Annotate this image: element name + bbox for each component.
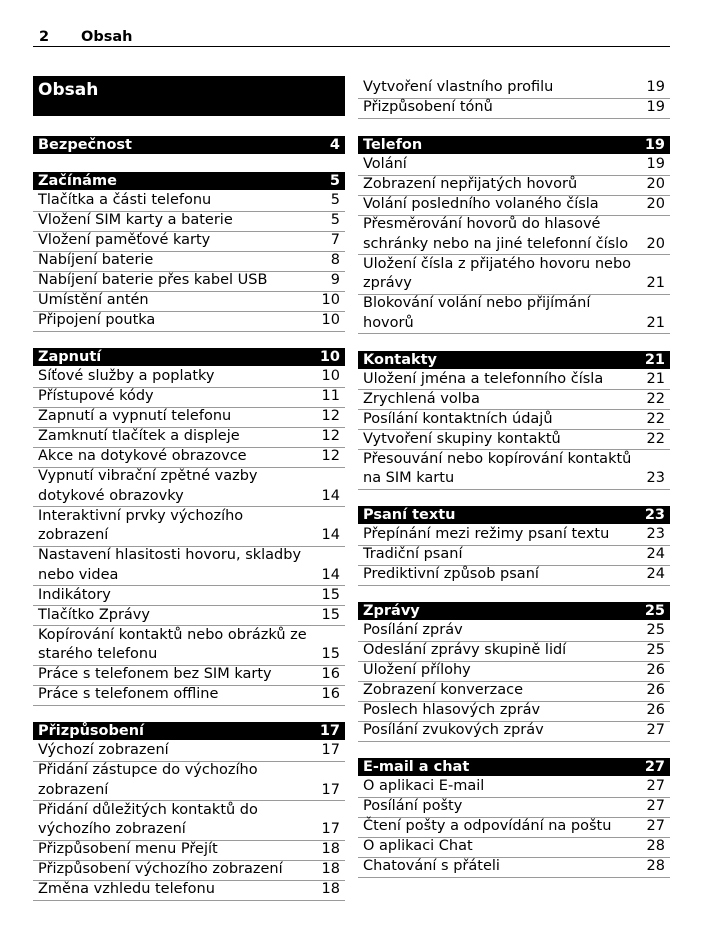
toc-entry[interactable] (33, 507, 345, 547)
toc-entry-text: Přidání důležitých kontaktů do (38, 801, 258, 818)
toc-entry[interactable] (33, 427, 345, 448)
section-page-number: 17 (319, 723, 340, 739)
section-header[interactable] (358, 758, 670, 776)
toc-entry-page-number: 21 (646, 275, 665, 291)
section-title: E-mail a chat (363, 759, 470, 775)
toc-entry-page-number: 20 (646, 235, 665, 252)
toc-entry[interactable] (33, 231, 345, 252)
toc-entry-text: Akce na dotykové obrazovce (38, 448, 247, 464)
toc-entry-text: Volání posledního volaného čísla (363, 196, 599, 212)
section-title: Zprávy (363, 603, 420, 619)
toc-entry[interactable] (358, 370, 670, 391)
toc-entry-text: Vypnutí vibrační zpětné vazby (38, 468, 258, 484)
toc-entry[interactable] (358, 641, 670, 662)
toc-entry-text: Indikátory (38, 586, 111, 603)
toc-entry-page-number: 15 (321, 586, 340, 603)
section-title: Psaní textu (363, 507, 456, 523)
section-page-number: 10 (319, 349, 340, 365)
toc-title-box (33, 76, 345, 116)
toc-entry-page-number: 28 (646, 858, 665, 874)
toc-entry[interactable] (358, 621, 670, 642)
section-header[interactable] (358, 602, 670, 620)
toc-entry-text: Zamknutí tlačítek a displeje (38, 428, 240, 444)
toc-entry[interactable] (358, 797, 670, 818)
toc-entry-text: Vložení SIM karty a baterie (38, 212, 233, 228)
toc-entry-page-number: 25 (646, 642, 665, 658)
toc-entry[interactable] (33, 311, 345, 332)
toc-entry[interactable] (358, 195, 670, 216)
section-title: Zapnutí (38, 349, 102, 365)
toc-entry[interactable] (358, 98, 670, 119)
toc-entry-text: Umístění antén (38, 292, 149, 308)
toc-entry-text: Nabíjení baterie (38, 252, 154, 268)
toc-entry-text: O aplikaci Chat (363, 838, 473, 854)
page-header (33, 28, 670, 47)
toc-entry[interactable] (33, 467, 345, 507)
toc-entry[interactable] (358, 545, 670, 566)
toc-entry[interactable] (33, 367, 345, 388)
toc-entry[interactable] (358, 837, 670, 858)
toc-entry-text: Odeslání zprávy skupině lidí (363, 642, 567, 658)
toc-entry-text: Uložení přílohy (363, 662, 471, 678)
toc-entry-page-number: 12 (321, 448, 340, 464)
toc-entry-text: Přizpůsobení tónů (363, 99, 493, 115)
toc-entry[interactable] (33, 447, 345, 468)
toc-entry[interactable] (358, 701, 670, 722)
toc-entry-text: Chatování s přáteli (363, 858, 500, 874)
toc-entry[interactable] (33, 546, 345, 586)
toc-entry[interactable] (33, 606, 345, 627)
toc-entry[interactable] (33, 801, 345, 841)
toc-entry-page-number: 9 (330, 272, 340, 288)
toc-entry-page-number: 24 (646, 566, 665, 582)
toc-entry-page-number: 15 (321, 646, 340, 662)
toc-entry[interactable] (33, 291, 345, 312)
toc-entry[interactable] (33, 211, 345, 232)
toc-entry-text: na SIM kartu (363, 470, 455, 486)
toc-entry-text: schránky nebo na jiné telefonní číslo (363, 235, 629, 252)
toc-entry-page-number: 12 (321, 428, 340, 444)
toc-entry-text: Síťové služby a poplatky (38, 368, 215, 384)
toc-entry-page-number: 27 (646, 722, 665, 738)
page-number: 2 (39, 29, 50, 45)
toc-entry-text: zprávy (363, 275, 412, 291)
toc-entry-text: Čtení pošty a odpovídání na poštu (363, 818, 612, 834)
toc-entry[interactable] (33, 407, 345, 428)
toc-entry-page-number: 22 (646, 390, 665, 407)
toc-entry[interactable] (358, 430, 670, 451)
toc-entry-page-number: 26 (646, 662, 665, 678)
toc-entry-text: Tlačítko Zprávy (38, 606, 150, 623)
toc-entry-text: Přizpůsobení výchozího zobrazení (38, 861, 283, 877)
toc-entry[interactable] (33, 387, 345, 408)
toc-entry[interactable] (33, 761, 345, 801)
toc-entry-text: Posílání zpráv (363, 622, 463, 638)
toc-entry-text: Poslech hlasových zpráv (363, 702, 541, 718)
toc-entry-page-number: 17 (321, 821, 340, 837)
toc-entry[interactable] (358, 661, 670, 682)
toc-entry-text: Zobrazení nepřijatých hovorů (363, 176, 578, 192)
toc-entry-page-number: 21 (646, 370, 665, 387)
section-header[interactable] (33, 136, 345, 154)
toc-entry-text: Tlačítka a části telefonu (38, 192, 212, 208)
toc-entry-text: Připojení poutka (38, 312, 156, 328)
toc-entry-text: nebo videa (38, 566, 119, 583)
toc-entry-page-number: 22 (646, 430, 665, 447)
section-header[interactable] (358, 136, 670, 154)
toc-entry-page-number: 27 (646, 778, 665, 794)
toc-entry-page-number: 10 (321, 368, 340, 384)
toc-entry[interactable] (33, 741, 345, 762)
section-header[interactable] (33, 348, 345, 366)
toc-entry-text: Vytvoření skupiny kontaktů (363, 430, 561, 447)
toc-entry-page-number: 18 (321, 861, 340, 877)
toc-entry-text: Přístupové kódy (38, 388, 154, 404)
toc-entry-page-number: 20 (646, 176, 665, 192)
section-page-number: 19 (644, 137, 665, 153)
toc-entry-text: hovorů (363, 314, 414, 331)
toc-entry-text: Práce s telefonem offline (38, 686, 219, 702)
toc-entry-page-number: 12 (321, 408, 340, 424)
toc-entry-text: Přesměrování hovorů do hlasové (363, 216, 601, 232)
toc-entry[interactable] (33, 860, 345, 881)
toc-entry-page-number: 28 (646, 838, 665, 854)
toc-entry-text: Uložení jména a telefonního čísla (363, 370, 604, 387)
toc-entry-page-number: 19 (646, 156, 665, 172)
toc-entry-text: Vložení paměťové karty (38, 232, 211, 248)
toc-entry-text: Přidání zástupce do výchozího (38, 762, 258, 778)
section-title: Telefon (363, 137, 423, 153)
toc-entry-text: Zapnutí a vypnutí telefonu (38, 408, 232, 424)
toc-entry-page-number: 15 (321, 606, 340, 623)
section-title: Začínáme (38, 173, 117, 189)
toc-entry[interactable] (358, 857, 670, 878)
toc-entry-text: Výchozí zobrazení (38, 742, 169, 758)
toc-entry-text: Prediktivní způsob psaní (363, 566, 539, 582)
toc-entry-text: Zobrazení konverzace (363, 682, 524, 698)
toc-entry-text: Nabíjení baterie přes kabel USB (38, 272, 268, 288)
toc-entry-text: starého telefonu (38, 646, 158, 662)
toc-entry-page-number: 10 (321, 292, 340, 308)
section-header[interactable] (358, 506, 670, 524)
toc-entry-text: Přepínání mezi režimy psaní textu (363, 526, 610, 542)
toc-entry-text: Posílání zvukových zpráv (363, 722, 544, 738)
toc-entry-page-number: 27 (646, 818, 665, 834)
section-title: Přizpůsobení (38, 723, 144, 739)
toc-entry-page-number: 7 (330, 232, 340, 248)
toc-entry-page-number: 27 (646, 798, 665, 814)
toc-entry-page-number: 22 (646, 410, 665, 427)
header-title: Obsah (81, 29, 133, 45)
toc-entry[interactable] (33, 191, 345, 212)
toc-entry-text: Posílání kontaktních údajů (363, 410, 553, 427)
toc-entry[interactable] (358, 78, 670, 99)
toc-entry-text: Přizpůsobení menu Přejít (38, 841, 218, 857)
toc-entry[interactable] (33, 665, 345, 686)
section-page-number: 4 (329, 137, 340, 153)
toc-entry-page-number: 10 (321, 312, 340, 328)
toc-entry[interactable] (358, 390, 670, 411)
section-header[interactable] (33, 722, 345, 740)
toc-entry-text: Interaktivní prvky výchozího (38, 507, 244, 524)
toc-entry[interactable] (358, 817, 670, 838)
toc-entry-page-number: 18 (321, 881, 340, 897)
toc-entry[interactable] (33, 626, 345, 666)
toc-entry-page-number: 19 (646, 79, 665, 95)
toc-entry-page-number: 5 (330, 192, 340, 208)
section-page-number: 21 (644, 351, 665, 368)
toc-entry[interactable] (358, 525, 670, 546)
toc-entry-text: Zrychlená volba (363, 390, 480, 407)
toc-entry-text: Vytvoření vlastního profilu (363, 79, 554, 95)
toc-entry[interactable] (33, 685, 345, 706)
toc-entry[interactable] (33, 880, 345, 901)
toc-entry[interactable] (358, 681, 670, 702)
toc-entry[interactable] (358, 777, 670, 798)
toc-entry-page-number: 26 (646, 702, 665, 718)
toc-entry-page-number: 18 (321, 841, 340, 857)
toc-entry-text: zobrazení (38, 781, 109, 798)
toc-entry[interactable] (358, 215, 670, 255)
toc-entry-page-number: 11 (321, 388, 340, 404)
toc-entry-page-number: 21 (646, 314, 665, 331)
toc-entry-text: Tradiční psaní (363, 546, 463, 562)
toc-entry-page-number: 19 (646, 99, 665, 115)
toc-entry-text: Kopírování kontaktů nebo obrázků ze (38, 626, 307, 643)
toc-entry-text: Posílání pošty (363, 798, 463, 814)
toc-entry-page-number: 17 (321, 781, 340, 798)
toc-entry-page-number: 14 (321, 566, 340, 583)
toc-entry-page-number: 16 (321, 666, 340, 682)
toc-entry[interactable] (358, 294, 670, 334)
toc-title: Obsah (38, 80, 99, 100)
toc-entry-text: Nastavení hlasitosti hovoru, skladby (38, 547, 302, 563)
toc-entry[interactable] (358, 410, 670, 431)
toc-entry-page-number: 26 (646, 682, 665, 698)
toc-entry[interactable] (33, 251, 345, 272)
section-header[interactable] (358, 351, 670, 369)
toc-entry-page-number: 25 (646, 622, 665, 638)
toc-entry-text: O aplikaci E-mail (363, 778, 485, 794)
toc-entry-text: dotykové obrazovky (38, 487, 184, 504)
section-title: Kontakty (363, 351, 438, 368)
toc-entry-text: Uložení čísla z přijatého hovoru nebo (363, 255, 632, 272)
toc-entry-text: Práce s telefonem bez SIM karty (38, 666, 272, 682)
toc-entry-text: Volání (363, 156, 407, 172)
toc-entry-page-number: 5 (330, 212, 340, 228)
toc-entry-text: zobrazení (38, 527, 109, 543)
toc-entry-page-number: 24 (646, 546, 665, 562)
toc-entry[interactable] (358, 155, 670, 176)
toc-entry-text: Přesouvání nebo kopírování kontaktů (363, 450, 632, 467)
toc-entry-page-number: 23 (646, 526, 665, 542)
section-page-number: 27 (644, 759, 665, 775)
section-page-number: 25 (644, 603, 665, 619)
toc-entry-page-number: 8 (330, 252, 340, 268)
toc-entry[interactable] (358, 255, 670, 295)
section-page-number: 5 (329, 173, 340, 189)
toc-entry-page-number: 14 (321, 527, 340, 543)
toc-entry-text: Změna vzhledu telefonu (38, 881, 215, 897)
toc-entry-text: Blokování volání nebo přijímání (363, 295, 591, 311)
toc-entry[interactable] (358, 721, 670, 742)
toc-entry[interactable] (33, 271, 345, 292)
section-header[interactable] (33, 172, 345, 190)
toc-entry[interactable] (33, 840, 345, 861)
section-title: Bezpečnost (38, 137, 132, 153)
toc-entry[interactable] (358, 450, 670, 490)
section-page-number: 23 (644, 507, 665, 523)
toc-entry-text: výchozího zobrazení (38, 821, 186, 837)
toc-entry-page-number: 17 (321, 742, 340, 758)
toc-entry[interactable] (358, 175, 670, 196)
toc-entry[interactable] (33, 586, 345, 607)
toc-entry-page-number: 14 (321, 487, 340, 504)
toc-entry-page-number: 20 (646, 196, 665, 212)
toc-entry[interactable] (358, 565, 670, 586)
toc-entry-page-number: 16 (321, 686, 340, 702)
toc-entry-page-number: 23 (646, 470, 665, 486)
